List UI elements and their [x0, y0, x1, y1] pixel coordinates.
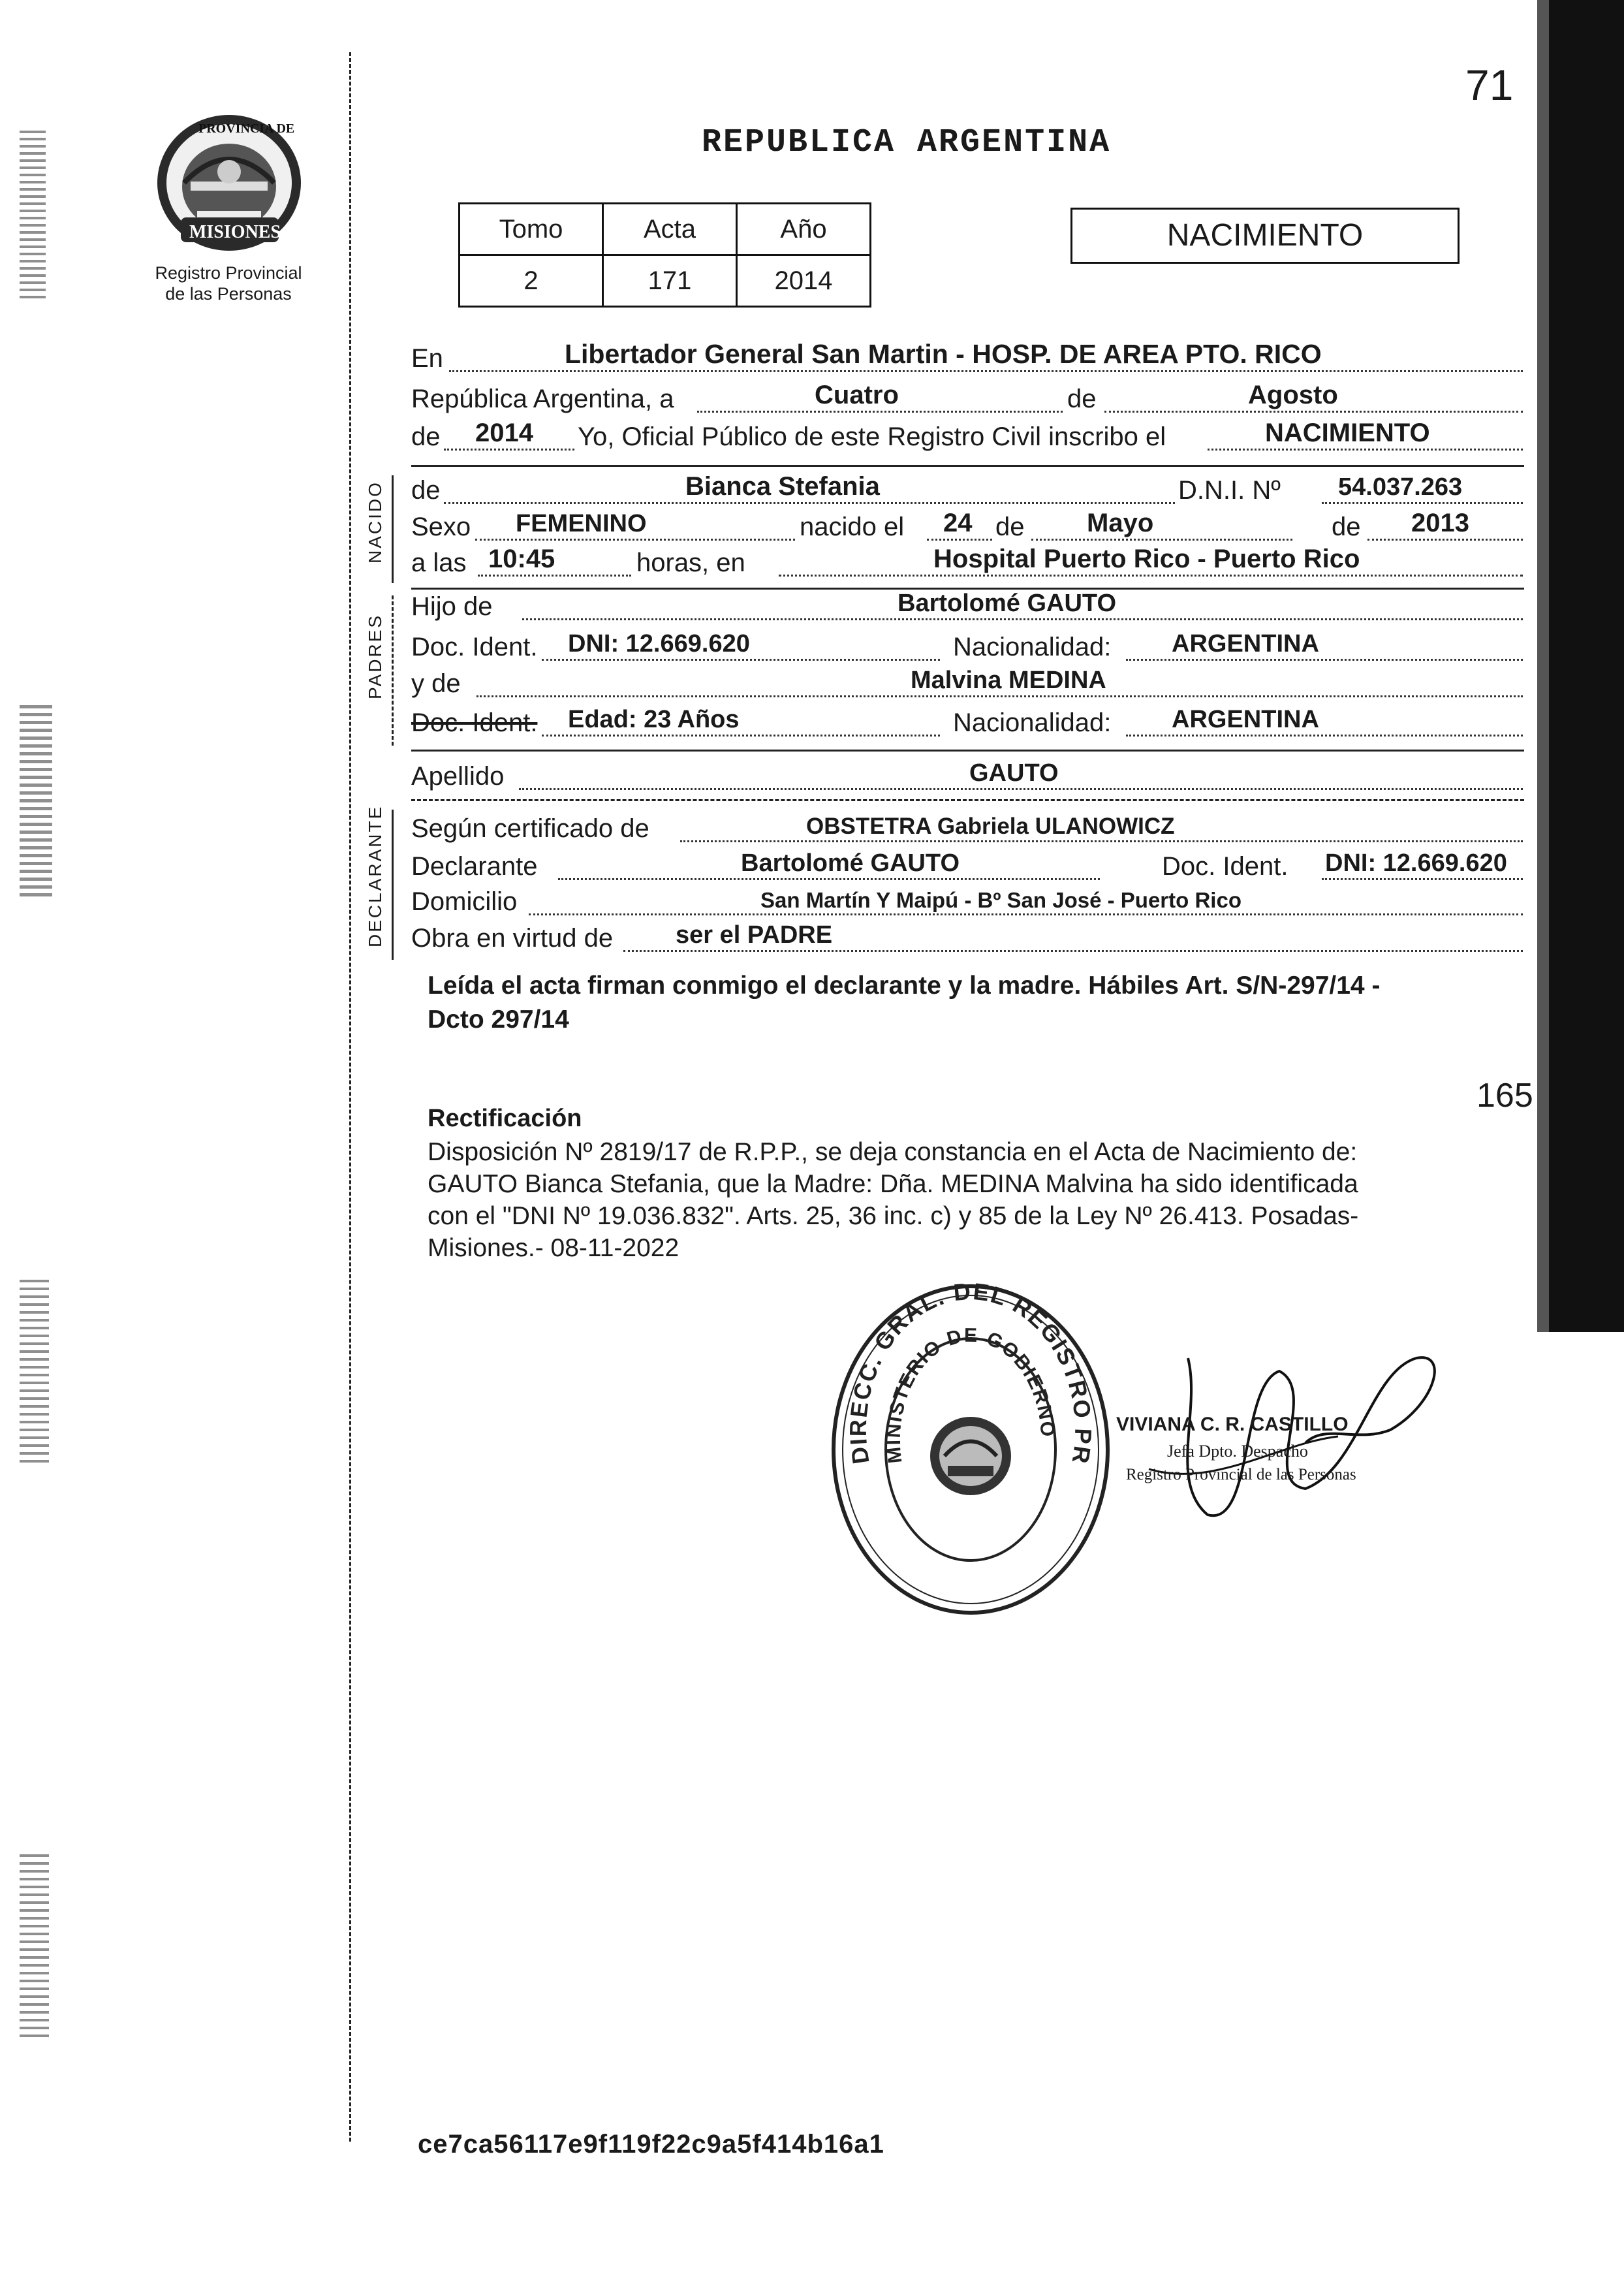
- scan-noise: [20, 705, 52, 901]
- table-value-tomo: 2: [460, 255, 603, 307]
- label-nacido-el: nacido el: [800, 513, 905, 541]
- separator: [411, 750, 1524, 752]
- record-type-box: NACIMIENTO: [1070, 208, 1460, 264]
- rectificacion-line3: con el "DNI Nº 19.036.832". Arts. 25, 36 inc. c) y 85 de la Ley Nº 26.413. Posadas-: [428, 1202, 1359, 1230]
- value-father-doc: DNI: 12.669.620: [568, 630, 750, 657]
- dotted-line: [476, 695, 1523, 697]
- label-republica: República Argentina, a: [411, 385, 674, 413]
- closing-line2: Dcto 297/14: [428, 1005, 569, 1034]
- dotted-line: [779, 575, 1523, 577]
- section-label-padres: PADRES: [365, 613, 385, 699]
- label-de2: de: [995, 513, 1025, 541]
- scan-noise: [20, 131, 46, 300]
- value-record-kind: NACIMIENTO: [1265, 419, 1430, 447]
- dotted-line: [519, 788, 1523, 790]
- dotted-line: [1104, 411, 1523, 413]
- signature-org: Registro Provincial de las Personas: [1126, 1466, 1356, 1483]
- table-value-acta: 171: [603, 255, 737, 307]
- row-father-doc: [411, 628, 1524, 667]
- value-birth-month: Mayo: [1087, 509, 1154, 537]
- dotted-line: [522, 618, 1523, 620]
- dotted-line: [542, 735, 940, 736]
- row-year: [411, 418, 1524, 457]
- label-nacionalidad: Nacionalidad:: [953, 633, 1112, 661]
- row-sexo: [411, 508, 1524, 547]
- label-segun: Según certificado de: [411, 814, 649, 843]
- padres-bracket: [392, 595, 394, 746]
- table-header-tomo: Tomo: [460, 204, 603, 255]
- rectificacion-title: Rectificación: [428, 1105, 582, 1132]
- row-republica: [411, 380, 1524, 419]
- registry-label: [131, 262, 326, 304]
- dotted-line: [623, 950, 1523, 952]
- value-birth-day: 24: [943, 509, 973, 537]
- label-official: Yo, Oficial Público de este Registro Civil inscribo el: [578, 422, 1166, 451]
- label-de-year: de: [411, 422, 441, 451]
- value-certificate: OBSTETRA Gabriela ULANOWICZ: [806, 814, 1175, 839]
- label-dni: D.N.I. Nº: [1178, 476, 1281, 505]
- table-value-ano: 2014: [737, 255, 871, 307]
- dotted-line: [1126, 659, 1523, 661]
- row-hijo-de: [411, 588, 1524, 627]
- dotted-line: [680, 840, 1523, 842]
- row-nacido-name: [411, 471, 1524, 511]
- label-domicilio: Domicilio: [411, 887, 518, 916]
- label-sexo: Sexo: [411, 513, 471, 541]
- value-time: 10:45: [488, 545, 555, 573]
- stamp-inner-text: MINISTERIO DE GOBIERNO: [882, 1324, 1059, 1465]
- value-apellido: GAUTO: [969, 759, 1059, 787]
- value-declarante-name: Bartolomé GAUTO: [741, 849, 960, 877]
- value-child-name: Bianca Stefania: [685, 472, 880, 501]
- signature: [1110, 1332, 1475, 1554]
- dotted-line: [449, 370, 1523, 372]
- stamp-outer-text: DIRECC. GRAL. DEL REGISTRO PR: [844, 1280, 1097, 1466]
- label-de: de: [411, 476, 441, 505]
- closing-line1: Leída el acta firman conmigo el declarante y la madre. Hábiles Art. S/N-297/14 -: [428, 972, 1381, 1000]
- signature-role: Jefa Dpto. Despacho: [1167, 1442, 1308, 1461]
- dotted-line: [1031, 539, 1292, 541]
- separator: [411, 799, 1524, 801]
- nacido-bracket: [392, 475, 394, 583]
- dotted-line: [558, 878, 1100, 880]
- label-a-las: a las: [411, 548, 467, 577]
- value-place: Libertador General San Martin - HOSP. DE AREA PTO. RICO: [565, 339, 1322, 369]
- scan-noise: [20, 1280, 49, 1463]
- value-mother-age: Edad: 23 Años: [568, 706, 740, 733]
- value-year: 2014: [475, 419, 533, 447]
- section-label-declarante: DECLARANTE: [365, 804, 385, 947]
- label-horas: horas, en: [636, 548, 745, 577]
- value-day-words: Cuatro: [815, 381, 899, 409]
- row-en: [411, 340, 1524, 379]
- value-sexo: FEMENINO: [516, 510, 647, 537]
- dotted-line: [542, 659, 940, 661]
- row-a-las: [411, 544, 1524, 583]
- dotted-line: [444, 502, 1175, 504]
- rectificacion-line2: GAUTO Bianca Stefania, que la Madre: Dña. MEDINA Malvina ha sido identificada: [428, 1170, 1358, 1198]
- row-y-de: [411, 665, 1524, 704]
- label-de: de: [1067, 385, 1097, 413]
- declarante-bracket: [392, 810, 394, 960]
- value-father: Bartolomé GAUTO: [898, 590, 1117, 617]
- row-apellido: [411, 757, 1524, 797]
- dotted-line: [1322, 502, 1523, 504]
- row-mother-age: [411, 704, 1524, 743]
- dotted-line: [475, 539, 795, 541]
- value-mother: Malvina MEDINA: [911, 667, 1106, 694]
- label-nacionalidad2: Nacionalidad:: [953, 708, 1112, 737]
- closing-text: [428, 969, 1380, 1037]
- value-month: Agosto: [1248, 381, 1338, 409]
- section-label-nacido: NACIDO: [365, 481, 385, 563]
- row-obra: [411, 919, 1524, 958]
- label-de3: de: [1332, 513, 1361, 541]
- value-declarante-doc: DNI: 12.669.620: [1325, 849, 1507, 877]
- row-domicilio: [411, 883, 1524, 922]
- rectificacion-line4: Misiones.- 08-11-2022: [428, 1234, 679, 1262]
- dotted-line: [697, 411, 1063, 413]
- value-birth-place: Hospital Puerto Rico - Puerto Rico: [933, 545, 1360, 573]
- record-table: [458, 202, 871, 308]
- dotted-line: [478, 575, 631, 577]
- scan-edge-shadow: [1537, 0, 1549, 1332]
- table-header-acta: Acta: [603, 204, 737, 255]
- value-address: San Martín Y Maipú - Bº San José - Puerto Rico: [760, 888, 1241, 912]
- label-hijo-de: Hijo de: [411, 592, 493, 621]
- page-title: REPUBLICA ARGENTINA: [702, 124, 1112, 161]
- binding-line: [349, 52, 351, 2142]
- value-father-nationality: ARGENTINA: [1172, 630, 1319, 657]
- rectificacion-line1: Disposición Nº 2819/17 de R.P.P., se deja constancia en el Acta de Nacimiento de:: [428, 1138, 1358, 1166]
- rectificacion-body: [428, 1136, 1524, 1264]
- value-obra: ser el PADRE: [676, 921, 833, 949]
- registry-line2: de las Personas: [165, 284, 292, 304]
- scan-noise: [20, 1854, 49, 2037]
- label-doc-ident2: Doc. Ident.: [1162, 852, 1288, 881]
- separator: [411, 465, 1524, 467]
- dotted-line: [1367, 539, 1523, 541]
- dotted-line: [1208, 449, 1523, 451]
- label-declarante: Declarante: [411, 852, 538, 881]
- value-child-dni: 54.037.263: [1338, 473, 1463, 501]
- page-number: 71: [1465, 61, 1514, 109]
- value-mother-nationality: ARGENTINA: [1172, 706, 1319, 733]
- label-y-de: y de: [411, 669, 461, 698]
- table-header-ano: Año: [737, 204, 871, 255]
- dotted-line: [927, 539, 992, 541]
- document-hash: ce7ca56117e9f119f22c9a5f414b16a1: [418, 2130, 884, 2159]
- official-stamp: [824, 1280, 1117, 1619]
- label-apellido: Apellido: [411, 762, 505, 791]
- seal-text-bottom: MISIONES: [189, 222, 281, 242]
- dotted-line: [1126, 735, 1523, 736]
- province-seal: [151, 110, 307, 257]
- dotted-line: [444, 449, 574, 451]
- registry-line1: Registro Provincial: [155, 263, 302, 283]
- scan-edge-band: [1547, 0, 1624, 1332]
- label-doc-ident-struck: Doc. Ident.: [411, 708, 538, 737]
- label-obra: Obra en virtud de: [411, 924, 614, 953]
- value-birth-year: 2013: [1411, 509, 1469, 537]
- seal-text-top: PROVINCIA DE: [198, 121, 295, 136]
- row-declarante: [411, 847, 1524, 887]
- dotted-line: [529, 913, 1523, 915]
- label-doc-ident: Doc. Ident.: [411, 633, 538, 661]
- row-segun: [411, 810, 1524, 849]
- dotted-line: [1322, 878, 1523, 880]
- label-en: En: [411, 344, 443, 373]
- signature-name: VIVIANA C. R. CASTILLO: [1116, 1414, 1349, 1435]
- margin-number: 165: [1476, 1077, 1533, 1115]
